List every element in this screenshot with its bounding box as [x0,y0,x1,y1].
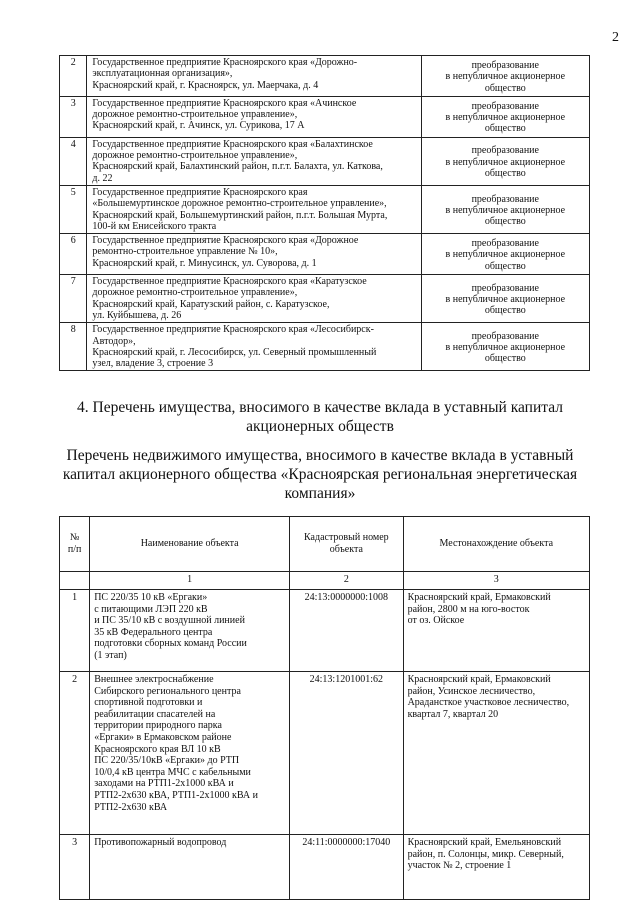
table-row [60,56,590,97]
action-line: общество [484,168,526,180]
enterprise-line: Государственное предприятие Красноярского края «Лесосибирск- [92,324,374,336]
table-row [60,137,590,185]
action-line: общество [484,305,526,317]
action-line: преобразование [471,238,539,250]
action-cell [421,275,589,323]
enterprise-line: Красноярский край, Каратузский район, с. Каратузское, [92,298,330,310]
action-line: общество [484,216,526,228]
column-index [60,572,90,590]
action-cell [421,96,589,137]
list-title [0,446,640,503]
property-table [59,516,590,900]
enterprise-line: Государственное предприятие Красноярского края «Дорожно- [92,57,358,68]
cadastral-number: 24:11:0000000:17040 [290,835,403,900]
enterprise-line: Государственное предприятие Красноярского края «Дорожное [92,235,359,247]
enterprise-line: ремонтно-строительное управление № 10», [92,246,278,258]
enterprise-line: Красноярский край, Балахтинский район, п.г.т. Балахта, ул. Каткова, [92,161,383,173]
enterprise-cell [87,323,421,371]
action-line: преобразование [471,60,539,71]
table-row [60,590,590,672]
table-row [60,185,590,233]
action-cell [421,56,589,97]
enterprise-line: «Большемуртинское дорожное ремонтно-строительное управление», [92,198,387,210]
table-row [60,234,590,275]
row-number: 5 [60,185,87,233]
row-number: 2 [60,56,87,97]
action-line: общество [484,123,526,135]
action-line: преобразование [471,145,539,157]
column-index: 1 [90,572,290,590]
row-number: 6 [60,234,87,275]
list-title-line: капитал акционерного общества «Красноярская региональная энергетическая [62,466,578,483]
cadastral-number: 24:13:1201001:62 [290,672,403,835]
object-name-cell: Внешнее электроснабжение Сибирского регионального центра спортивной подготовки и реабилитации спасателей на территории природного парка «Ергаки» в Ермаковском районе Красноярского края ВЛ 10 кВ ПС 220/35/10кВ «Ергаки» до РТП 10/0,4 кВ центра МЧС с кабельными заходами на РТП1-2х1000 кВА и РТП2-2х630 кВА, РТП1-2х1000 кВА и РТП2-2х630 кВА [90,672,290,835]
action-line: в непубличное акционерное [445,204,566,216]
enterprise-line: 100-й км Енисейского тракта [92,220,217,232]
action-cell [421,185,589,233]
table-row [60,323,590,371]
location-cell: Красноярский край, Емельяновский район, п. Солонцы, микр. Северный, участок № 2, строение 1 [403,835,589,900]
list-title-line: Перечень недвижимого имущества, вносимого в качестве вклада в уставный [66,447,574,464]
column-index-row [60,572,590,590]
action-line: общество [484,260,526,272]
cadastral-number: 24:13:0000000:1008 [290,590,403,672]
row-number: 1 [60,590,90,672]
enterprise-line: Красноярский край, г. Лесосибирск, ул. Северный промышленный [92,346,377,358]
row-number: 3 [60,835,90,900]
enterprise-cell [87,56,421,97]
section-heading-line: 4. Перечень имущества, вносимого в качестве вклада в уставный капитал [77,399,563,416]
header-number: № п/п [60,517,90,572]
header-cadastral: Кадастровый номер объекта [290,517,403,572]
enterprise-cell [87,234,421,275]
header-location: Местонахождение объекта [403,517,589,572]
enterprise-line: Красноярский край, Большемуртинский район, п.г.т. Большая Мурта, [92,209,388,221]
enterprise-line: дорожное ремонтно-строительное управление», [92,109,298,121]
action-line: преобразование [471,282,539,294]
enterprise-line: Автодор», [92,335,136,347]
column-index: 2 [290,572,403,590]
row-number: 2 [60,672,90,835]
enterprise-line: дорожное ремонтно-строительное управление», [92,287,298,299]
table-row [60,96,590,137]
action-line: в непубличное акционерное [445,112,566,124]
page-number: 2 [612,30,619,45]
table-row [60,275,590,323]
location-cell: Красноярский край, Ермаковский район, 2800 м на юго-восток от оз. Ойское [403,590,589,672]
column-index: 3 [403,572,589,590]
location-cell: Красноярский край, Ермаковский район, Усинское лесничество, Арадансткое участковое лесничество, квартал 7, квартал 20 [403,672,589,835]
enterprise-line: Красноярский край, г. Минусинск, ул. Суворова, д. 1 [92,257,317,269]
action-line: в непубличное акционерное [445,249,566,261]
action-line: в непубличное акционерное [445,293,566,305]
section-heading-line: акционерных обществ [246,418,394,435]
action-cell [421,234,589,275]
enterprise-line: Государственное предприятие Красноярского края «Ачинское [92,97,357,109]
action-line: общество [484,353,526,365]
enterprise-cell [87,275,421,323]
enterprise-line: дорожное ремонтно-строительное управление», [92,150,298,162]
action-line: в непубличное акционерное [445,156,566,168]
enterprise-line: Красноярский край, г. Красноярск, ул. Маерчака, д. 4 [92,79,319,91]
action-line: в непубличное акционерное [445,71,566,83]
object-name-cell: Противопожарный водопровод [90,835,290,900]
row-number: 3 [60,96,87,137]
list-title-line: компания» [284,485,356,502]
action-line: преобразование [471,330,539,342]
enterprise-line: Государственное предприятие Красноярского края [92,186,308,198]
enterprise-line: Государственное предприятие Красноярского края «Балахтинское [92,138,373,150]
enterprise-line: эксплуатационная организация», [92,68,233,80]
enterprise-line: Красноярский край, г. Ачинск, ул. Сурикова, 17 А [92,120,305,132]
enterprise-line: узел, владение 3, строение 3 [92,358,214,370]
action-cell [421,323,589,371]
enterprise-cell [87,96,421,137]
table-header-row [60,517,590,572]
action-line: в непубличное акционерное [445,342,566,354]
section-heading [0,398,640,436]
enterprise-cell [87,137,421,185]
row-number: 8 [60,323,87,371]
enterprises-table [59,55,590,371]
enterprise-line: д. 22 [92,172,113,184]
action-cell [421,137,589,185]
action-line: преобразование [471,100,539,112]
table-row [60,835,590,900]
action-line: преобразование [471,193,539,205]
action-line: общество [484,82,526,94]
object-name-cell: ПС 220/35 10 кВ «Ергаки» с питающими ЛЭП 220 кВ и ПС 35/10 кВ с воздушной линией 35 кВ Федерального центра подготовки сборных команд России (1 этап) [90,590,290,672]
header-name: Наименование объекта [90,517,290,572]
enterprise-line: ул. Куйбышева, д. 26 [92,309,182,321]
enterprise-cell [87,185,421,233]
row-number: 7 [60,275,87,323]
enterprise-line: Государственное предприятие Красноярского края «Каратузское [92,276,367,288]
table-row [60,672,590,835]
row-number: 4 [60,137,87,185]
